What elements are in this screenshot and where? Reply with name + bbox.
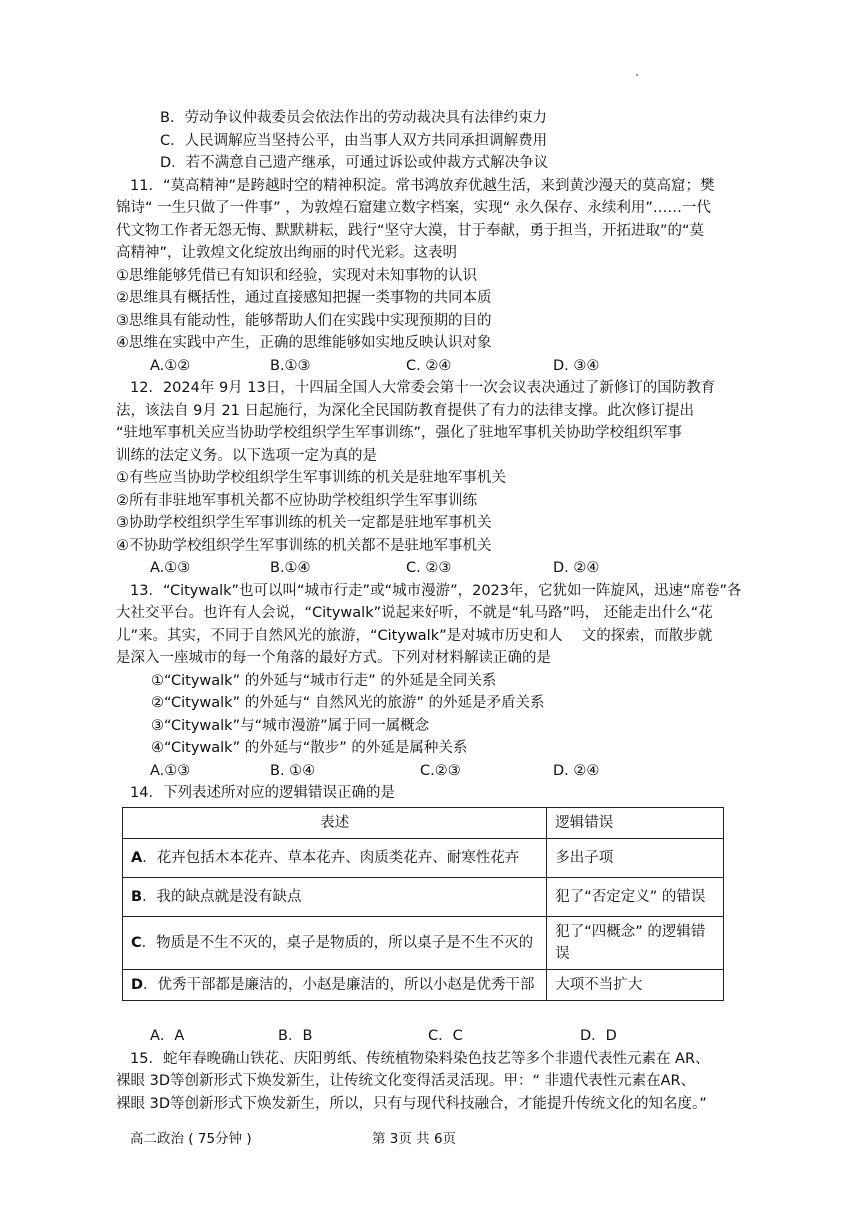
footer-page-number: 第 3页 共 6页 [372, 1131, 457, 1147]
q12-item-4: ④不协助学校组织学生军事训练的机关都不是驻地军事机关 [116, 538, 492, 554]
q10-option-b: B．劳动争议仲裁委员会依法作出的劳动裁决具有法律约束力 [160, 110, 547, 126]
q12-stem-line: 12．2024年 9月 13日，十四届全国人大常委会第十一次会议表决通过了新修订的国防教育 [130, 380, 716, 396]
q11-stem-line: 代文物工作者无怨无悔、默默耕耘，践行“坚守大漠，甘于奉献，勇于担当，开拓进取”的“莫 [116, 223, 705, 239]
table-cell-error: 多出子项 [547, 839, 724, 878]
q13-stem-line: 是深入一座城市的每一个角落的最好方式。下列对材料解读正确的是 [116, 650, 551, 666]
row-statement: ．物质是不生不灭的，桌子是物质的，所以桌子是不生不灭的 [141, 935, 534, 951]
q11-option-a: A.①② [150, 358, 191, 374]
table-row [123, 878, 724, 917]
table-cell-statement [123, 917, 547, 970]
q13-item-4: ④“Citywalk” 的外延与“散步” 的外延是属种关系 [151, 740, 468, 756]
row-statement: ．优秀干部都是廉洁的，小赵是廉洁的，所以小赵是优秀干部 [143, 977, 535, 993]
q15-stem-line: 裸眼 3D等创新形式下焕发新生，让传统文化变得活灵活现。甲：“ 非遗代表性元素在AR、 [116, 1073, 696, 1089]
q14-options [0, 1025, 860, 1047]
q12-option-d: D. ②④ [553, 560, 600, 576]
q11-item-4: ④思维在实践中产生，正确的思维能够如实地反映认识对象 [116, 335, 492, 351]
q11-stem-line: 高精神”，让敦煌文化绽放出绚丽的时代光彩。这表明 [116, 245, 458, 261]
q14-option-a: A．A [150, 1028, 185, 1044]
table-row [123, 839, 724, 878]
q12-option-b: B.①④ [270, 560, 311, 576]
table-cell-statement [123, 970, 547, 1001]
q13-item-1: ①“Citywalk” 的外延与“城市行走” 的外延是全同关系 [151, 673, 497, 689]
table-cell-statement [123, 878, 547, 917]
q11-option-d: D. ③④ [553, 358, 600, 374]
q10-option-d: D．若不满意自己遗产继承，可通过诉讼或仲裁方式解决争议 [160, 155, 549, 171]
q13-stem-line: 13．“Citywalk”也可以叫“城市行走”或“城市漫游”，2023年，它犹如一阵旋风，迅速“席卷”各 [130, 583, 742, 599]
q13-option-b: B. ①④ [270, 763, 316, 779]
table-header-row [123, 808, 724, 839]
q12-stem-line: 训练的法定义务。以下选项一定为真的是 [116, 448, 377, 464]
table-cell-statement [123, 839, 547, 878]
q12-stem-line: “驻地军事机关应当协助学校组织学生军事训练”，强化了驻地军事机关协助学校组织军事 [116, 425, 683, 441]
q10-option-c: C．人民调解应当坚持公平，由当事人双方共同承担调解费用 [160, 133, 548, 149]
q11-option-b: B.①③ [270, 358, 311, 374]
q12-item-1: ①有些应当协助学校组织学生军事训练的机关是驻地军事机关 [116, 470, 506, 486]
q13-item-2: ②“Citywalk” 的外延与“ 自然风光的旅游” 的外延是矛盾关系 [151, 695, 545, 711]
table-header-statement: 表述 [123, 808, 547, 839]
table-cell-error: 犯了“四概念” 的逻辑错误 [547, 917, 724, 970]
q12-item-3: ③协助学校组织学生军事训练的机关一定都是驻地军事机关 [116, 515, 492, 531]
q14-option-b: B．B [278, 1028, 313, 1044]
logic-error-table [122, 807, 724, 1001]
footer-subject: 高二政治 ( 75分钟 ) [130, 1131, 252, 1147]
row-label: A [131, 850, 143, 866]
q13-item-3: ③“Citywalk”与“城市漫游”属于同一属概念 [151, 718, 430, 734]
table-row [123, 917, 724, 970]
q11-options [0, 355, 860, 377]
scan-speck [636, 74, 638, 76]
q11-item-3: ③思维具有能动性，能够帮助人们在实践中实现预期的目的 [116, 313, 492, 329]
q14-stem: 14．下列表述所对应的逻辑错误正确的是 [130, 785, 395, 801]
table-cell-error: 犯了“否定定义” 的错误 [547, 878, 724, 917]
q11-item-1: ①思维能够凭借已有知识和经验，实现对未知事物的认识 [116, 268, 477, 284]
row-statement: ．花卉包括木本花卉、草本花卉、肉质类花卉、耐寒性花卉 [142, 850, 520, 866]
q14-option-c: C．C [428, 1028, 463, 1044]
q11-stem-line: 11．“莫高精神”是跨越时空的精神积淀。常书鸿放弃优越生活，来到黄沙漫天的莫高窟；樊 [130, 178, 715, 194]
q13-option-a: A.①③ [150, 763, 191, 779]
table-header-error: 逻辑错误 [547, 808, 724, 839]
q12-option-c: C. ②③ [406, 560, 452, 576]
q12-stem-line: 法，该法自 9月 21 日起施行，为深化全民国防教育提供了有力的法律支撑。此次修订提出 [116, 403, 694, 419]
q11-item-2: ②思维具有概括性，通过直接感知把握一类事物的共同本质 [116, 290, 492, 306]
q13-option-d: D. ②④ [553, 763, 600, 779]
row-label: D [131, 977, 144, 993]
q13-stem-line: 大社交平台。也许有人会说，“Citywalk”说起来好听，不就是“轧马路”吗， 还能走出什么“花 [116, 605, 713, 621]
q11-stem-line: 锦诗“ 一生只做了一件事” ，为敦煌石窟建立数字档案，实现“ 永久保存、永续利用”……一代 [116, 200, 711, 216]
row-label: B [131, 889, 143, 905]
q12-item-2: ②所有非驻地军事机关都不应协助学校组织学生军事训练 [116, 493, 477, 509]
q13-stem-line: 儿”来。其实，不同于自然风光的旅游，“Citywalk”是对城市历史和人 文的探索，而散步就 [116, 628, 713, 644]
table-cell-error: 大项不当扩大 [547, 970, 724, 1001]
q15-stem-line: 裸眼 3D等创新形式下焕发新生，所以，只有与现代科技融合，才能提升传统文化的知名度。” [116, 1096, 707, 1112]
q14-option-d: D．D [580, 1028, 617, 1044]
q13-options [0, 760, 860, 782]
row-statement: ．我的缺点就是没有缺点 [142, 889, 302, 905]
table-row [123, 970, 724, 1001]
q15-stem-line: 15．蛇年春晚确山铁花、庆阳剪纸、传统植物染料染色技艺等多个非遗代表性元素在 AR、 [130, 1051, 710, 1067]
q12-option-a: A.①③ [150, 560, 191, 576]
q12-options [0, 557, 860, 579]
q13-option-c: C.②③ [420, 763, 461, 779]
row-label: C [131, 935, 142, 951]
q11-option-c: C. ②④ [406, 358, 452, 374]
